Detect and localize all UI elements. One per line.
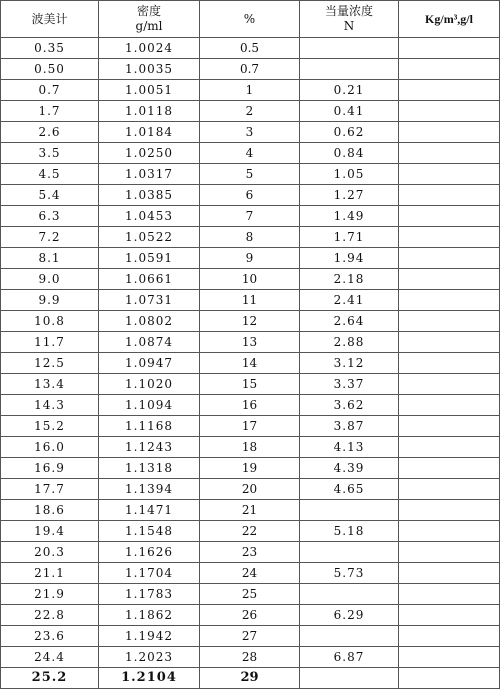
cell-density: 1.0661 [99,269,200,290]
cell-baume: 6.3 [1,206,99,227]
table-row [1,563,500,584]
cell-mass-concentration [399,227,500,248]
cell-mass-concentration [399,248,500,269]
cell-percent: 16 [200,395,300,416]
cell-baume: 19.4 [1,521,99,542]
table-row [1,605,500,626]
cell-baume: 5.4 [1,185,99,206]
cell-mass-concentration [399,101,500,122]
cell-percent: 27 [200,626,300,647]
cell-normality: 3.87 [300,416,399,437]
cell-normality: 0.21 [300,80,399,101]
table-row [1,38,500,59]
cell-mass-concentration [399,59,500,80]
table-row [1,164,500,185]
table-row [1,458,500,479]
cell-mass-concentration [399,521,500,542]
cell-normality: 2.88 [300,332,399,353]
table-row [1,332,500,353]
cell-percent: 9 [200,248,300,269]
cell-mass-concentration [399,269,500,290]
cell-baume: 16.9 [1,458,99,479]
cell-percent: 26 [200,605,300,626]
cell-density: 1.0317 [99,164,200,185]
cell-baume: 15.2 [1,416,99,437]
table-body [1,38,500,689]
cell-density: 1.0118 [99,101,200,122]
cell-baume: 23.6 [1,626,99,647]
table-row [1,311,500,332]
cell-baume: 10.8 [1,311,99,332]
table-header [1,1,500,38]
cell-normality: 1.49 [300,206,399,227]
cell-percent: 29 [200,668,300,689]
header-normality-label: 当量浓度 [324,4,373,18]
cell-normality: 2.18 [300,269,399,290]
cell-baume: 22.8 [1,605,99,626]
cell-density: 1.1471 [99,500,200,521]
cell-baume: 16.0 [1,437,99,458]
cell-density: 1.0035 [99,59,200,80]
table-row [1,122,500,143]
cell-percent: 5 [200,164,300,185]
cell-percent: 8 [200,227,300,248]
table-row [1,395,500,416]
cell-density: 1.0522 [99,227,200,248]
cell-percent: 3 [200,122,300,143]
cell-mass-concentration [399,542,500,563]
table-row [1,626,500,647]
cell-percent: 4 [200,143,300,164]
table-row [1,542,500,563]
header-baume-label: 波美计 [31,11,68,26]
cell-percent: 2 [200,101,300,122]
cell-baume: 8.1 [1,248,99,269]
table-row [1,479,500,500]
table-row [1,80,500,101]
cell-normality [300,38,399,59]
cell-percent: 18 [200,437,300,458]
cell-percent: 14 [200,353,300,374]
cell-normality: 3.62 [300,395,399,416]
cell-baume: 0.7 [1,80,99,101]
cell-baume: 20.3 [1,542,99,563]
table-row [1,269,500,290]
cell-density: 1.1704 [99,563,200,584]
cell-density: 1.1548 [99,521,200,542]
cell-baume: 21.1 [1,563,99,584]
cell-normality: 4.65 [300,479,399,500]
table-row [1,668,500,689]
cell-percent: 25 [200,584,300,605]
table-row [1,59,500,80]
cell-mass-concentration [399,458,500,479]
cell-density: 1.1942 [99,626,200,647]
cell-density: 1.1626 [99,542,200,563]
cell-percent: 20 [200,479,300,500]
table-row [1,374,500,395]
table-row [1,248,500,269]
cell-normality: 4.39 [300,458,399,479]
cell-baume: 25.2 [1,668,99,689]
cell-normality: 4.13 [300,437,399,458]
header-normality-unit: N [343,19,355,33]
cell-mass-concentration [399,374,500,395]
table-row [1,647,500,668]
cell-density: 1.2023 [99,647,200,668]
header-density-label: 密度 [136,4,161,18]
cell-baume: 11.7 [1,332,99,353]
cell-percent: 23 [200,542,300,563]
cell-normality [300,542,399,563]
cell-normality: 1.27 [300,185,399,206]
cell-density: 1.1862 [99,605,200,626]
cell-baume: 12.5 [1,353,99,374]
cell-baume: 14.3 [1,395,99,416]
table-row [1,206,500,227]
cell-baume: 0.50 [1,59,99,80]
cell-density: 1.1168 [99,416,200,437]
cell-normality: 6.87 [300,647,399,668]
cell-percent: 7 [200,206,300,227]
cell-density: 1.0947 [99,353,200,374]
table-row [1,416,500,437]
table-row [1,437,500,458]
cell-baume: 0.35 [1,38,99,59]
table-row [1,185,500,206]
cell-mass-concentration [399,143,500,164]
cell-normality: 0.62 [300,122,399,143]
cell-mass-concentration [399,122,500,143]
cell-percent: 13 [200,332,300,353]
cell-mass-concentration [399,38,500,59]
cell-baume: 24.4 [1,647,99,668]
cell-density: 1.0051 [99,80,200,101]
cell-percent: 0.7 [200,59,300,80]
cell-baume: 1.7 [1,101,99,122]
cell-mass-concentration [399,668,500,689]
cell-normality [300,584,399,605]
header-percent-label: % [243,11,256,26]
cell-mass-concentration [399,605,500,626]
cell-normality: 6.29 [300,605,399,626]
cell-density: 1.0250 [99,143,200,164]
cell-percent: 0.5 [200,38,300,59]
cell-mass-concentration [399,80,500,101]
cell-percent: 15 [200,374,300,395]
cell-percent: 6 [200,185,300,206]
cell-density: 1.1243 [99,437,200,458]
table-row [1,584,500,605]
cell-baume: 7.2 [1,227,99,248]
header-density-unit: g/ml [135,19,163,33]
table-row [1,500,500,521]
cell-normality: 5.18 [300,521,399,542]
table-row [1,101,500,122]
header-mass-concentration [399,1,500,38]
cell-density: 1.0184 [99,122,200,143]
cell-mass-concentration [399,416,500,437]
cell-normality [300,668,399,689]
cell-normality [300,500,399,521]
table-row [1,353,500,374]
cell-normality: 0.84 [300,143,399,164]
cell-percent: 28 [200,647,300,668]
cell-density: 1.0385 [99,185,200,206]
cell-baume: 18.6 [1,500,99,521]
header-density [99,1,200,38]
cell-baume: 4.5 [1,164,99,185]
cell-mass-concentration [399,584,500,605]
cell-density: 1.0453 [99,206,200,227]
cell-mass-concentration [399,206,500,227]
cell-baume: 21.9 [1,584,99,605]
cell-normality [300,626,399,647]
cell-percent: 10 [200,269,300,290]
table-row [1,290,500,311]
cell-density: 1.1318 [99,458,200,479]
cell-normality: 2.64 [300,311,399,332]
header-mass-concentration-label: Kg/m³,g/l [425,11,473,26]
cell-baume: 9.9 [1,290,99,311]
cell-density: 1.1394 [99,479,200,500]
header-percent [200,1,300,38]
cell-mass-concentration [399,437,500,458]
cell-mass-concentration [399,500,500,521]
cell-mass-concentration [399,395,500,416]
cell-percent: 17 [200,416,300,437]
table-row [1,143,500,164]
cell-baume: 9.0 [1,269,99,290]
cell-mass-concentration [399,479,500,500]
cell-normality [300,59,399,80]
cell-density: 1.0024 [99,38,200,59]
table-row [1,227,500,248]
cell-normality: 2.41 [300,290,399,311]
cell-percent: 11 [200,290,300,311]
cell-density: 1.1783 [99,584,200,605]
cell-density: 1.2104 [99,668,200,689]
cell-density: 1.0874 [99,332,200,353]
cell-normality: 1.71 [300,227,399,248]
cell-density: 1.1020 [99,374,200,395]
cell-normality: 1.05 [300,164,399,185]
cell-baume: 17.7 [1,479,99,500]
cell-percent: 12 [200,311,300,332]
table-row [1,521,500,542]
cell-percent: 1 [200,80,300,101]
cell-mass-concentration [399,626,500,647]
header-normality [300,1,399,38]
cell-mass-concentration [399,311,500,332]
cell-baume: 3.5 [1,143,99,164]
cell-mass-concentration [399,164,500,185]
cell-normality: 1.94 [300,248,399,269]
cell-percent: 21 [200,500,300,521]
header-row [1,1,500,38]
cell-baume: 2.6 [1,122,99,143]
cell-density: 1.1094 [99,395,200,416]
header-baume [1,1,99,38]
cell-normality: 0.41 [300,101,399,122]
cell-percent: 22 [200,521,300,542]
cell-density: 1.0731 [99,290,200,311]
cell-normality: 3.37 [300,374,399,395]
cell-percent: 24 [200,563,300,584]
cell-normality: 5.73 [300,563,399,584]
cell-percent: 19 [200,458,300,479]
cell-mass-concentration [399,563,500,584]
cell-mass-concentration [399,290,500,311]
cell-baume: 13.4 [1,374,99,395]
cell-mass-concentration [399,353,500,374]
cell-density: 1.0802 [99,311,200,332]
cell-normality: 3.12 [300,353,399,374]
cell-mass-concentration [399,185,500,206]
cell-mass-concentration [399,332,500,353]
cell-mass-concentration [399,647,500,668]
cell-density: 1.0591 [99,248,200,269]
